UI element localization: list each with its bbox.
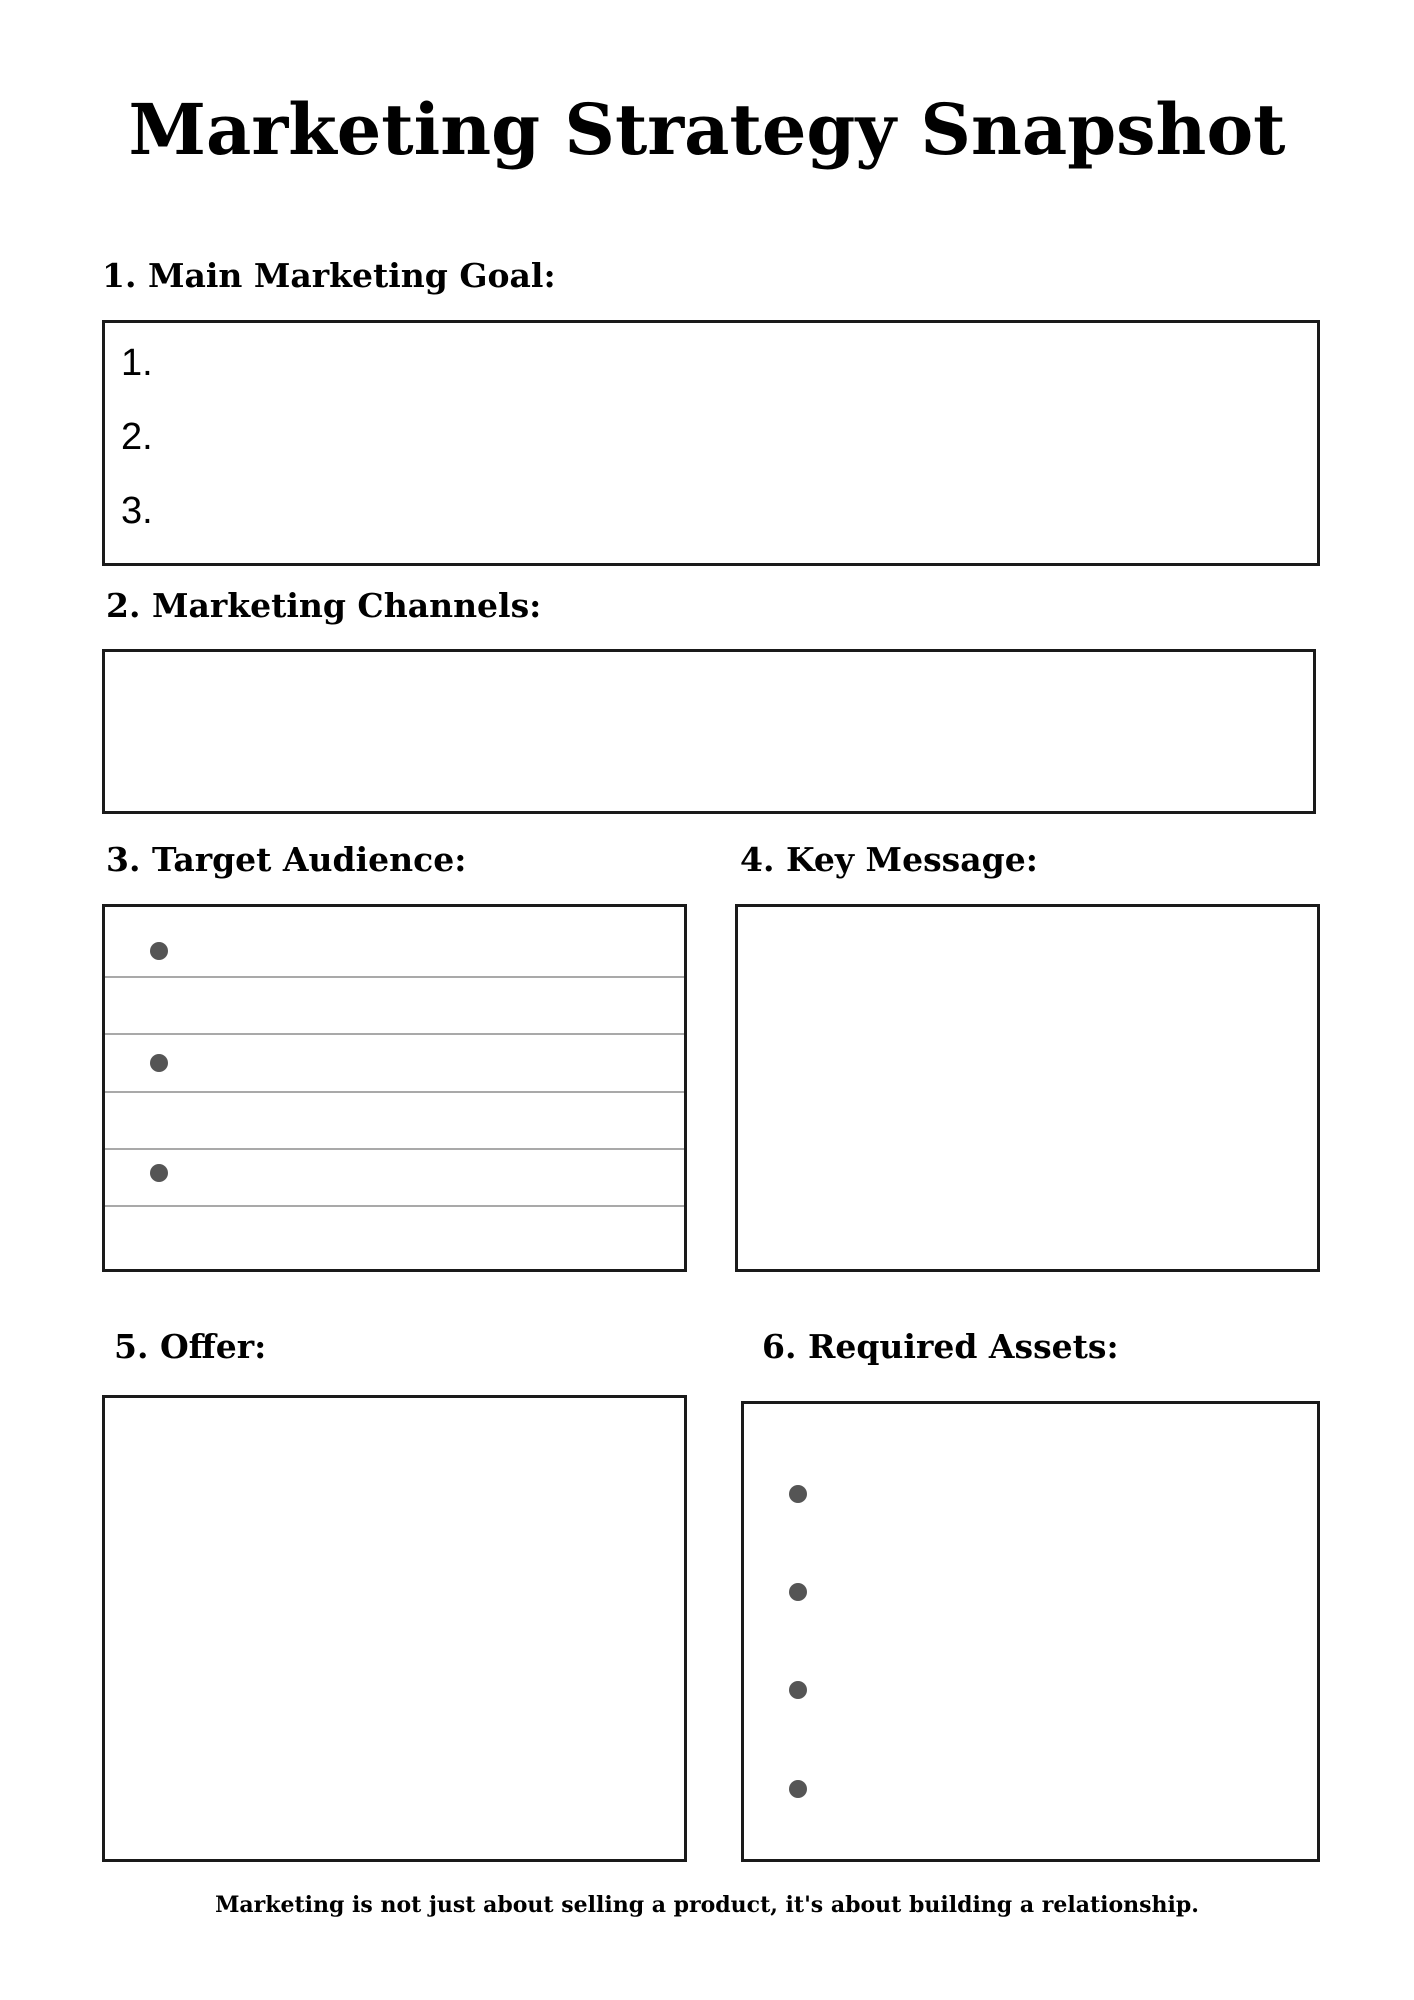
bullet-icon [150, 942, 168, 960]
bullet-icon [789, 1780, 807, 1798]
channels-label: 2. Marketing Channels: [106, 586, 542, 625]
bullet-icon [789, 1583, 807, 1601]
target-audience-label: 3. Target Audience: [106, 840, 467, 879]
offer-label: 5. Offer: [114, 1327, 267, 1366]
footer-quote: Marketing is not just about selling a product, it's about building a relationship. [215, 1892, 1199, 1918]
ruled-line [105, 1033, 684, 1035]
main-goal-label: 1. Main Marketing Goal: [102, 256, 556, 295]
target-audience-box[interactable] [102, 904, 687, 1272]
required-assets-label: 6. Required Assets: [762, 1327, 1119, 1366]
goal-item-number-1: 1. [121, 342, 153, 384]
required-assets-box[interactable] [741, 1401, 1320, 1862]
ruled-line [105, 1205, 684, 1207]
bullet-icon [150, 1054, 168, 1072]
ruled-line [105, 1091, 684, 1093]
bullet-icon [789, 1681, 807, 1699]
channels-box[interactable] [102, 649, 1316, 814]
key-message-label: 4. Key Message: [740, 840, 1038, 879]
offer-box[interactable] [102, 1395, 687, 1862]
goal-item-number-3: 3. [121, 490, 153, 532]
page-title: Marketing Strategy Snapshot [128, 88, 1286, 171]
bullet-icon [789, 1485, 807, 1503]
main-goal-box[interactable] [102, 320, 1320, 566]
goal-item-number-2: 2. [121, 416, 153, 458]
bullet-icon [150, 1164, 168, 1182]
ruled-line [105, 976, 684, 978]
ruled-line [105, 1148, 684, 1150]
key-message-box[interactable] [735, 904, 1320, 1272]
